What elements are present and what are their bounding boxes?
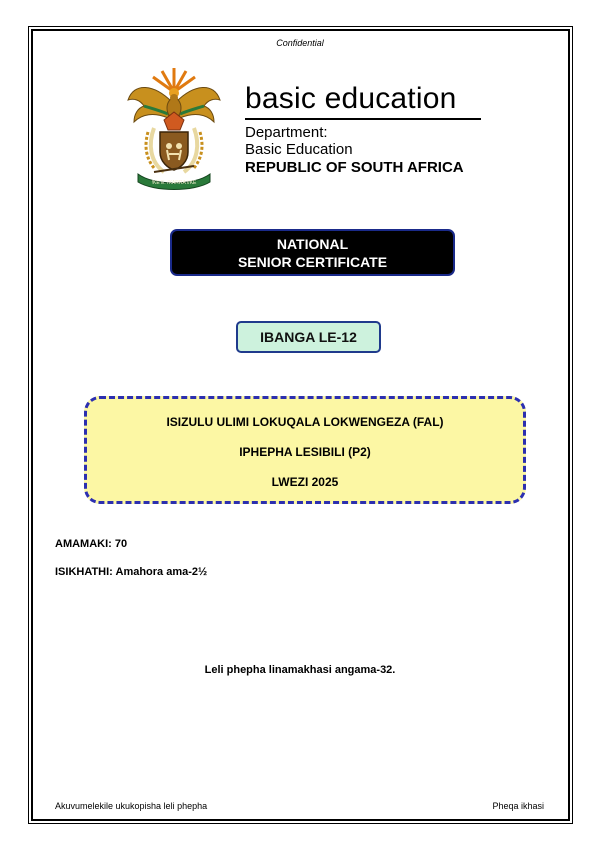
department-name: Basic Education [245,141,353,158]
exam-session: LWEZI 2025 [271,475,339,489]
paper-number: IPHEPHA LESIBILI (P2) [239,445,371,459]
department-label: Department: [245,124,328,141]
grade-badge: IBANGA LE-12 [236,321,381,353]
exam-duration: ISIKHATHI: Amahora ama-2½ [55,566,208,578]
confidential-label: Confidential [276,38,324,48]
country-name: REPUBLIC OF SOUTH AFRICA [245,159,464,176]
brand-block [245,82,495,177]
certificate-banner [170,229,455,276]
page-count-note: Leli phepha linamakhasi angama-32. [204,664,396,676]
brand-rule [245,118,481,120]
brand-title: basic education [245,82,457,115]
certificate-line-2: SENIOR CERTIFICATE [237,254,388,270]
subject-title: ISIZULU ULIMI LOKUQALA LOKWENGEZA (FAL) [166,415,444,429]
coat-of-arms-icon [124,62,224,190]
turn-over-note: Pheqa ikhasi [492,801,544,811]
motto-text: !KE E: /XARRA //KE [151,180,197,186]
certificate-line-1: NATIONAL [276,236,349,252]
copyright-notice: Akuvumelekile ukukopisha leli phepha [55,801,208,811]
subject-panel [84,396,526,504]
total-marks: AMAMAKI: 70 [55,538,128,550]
